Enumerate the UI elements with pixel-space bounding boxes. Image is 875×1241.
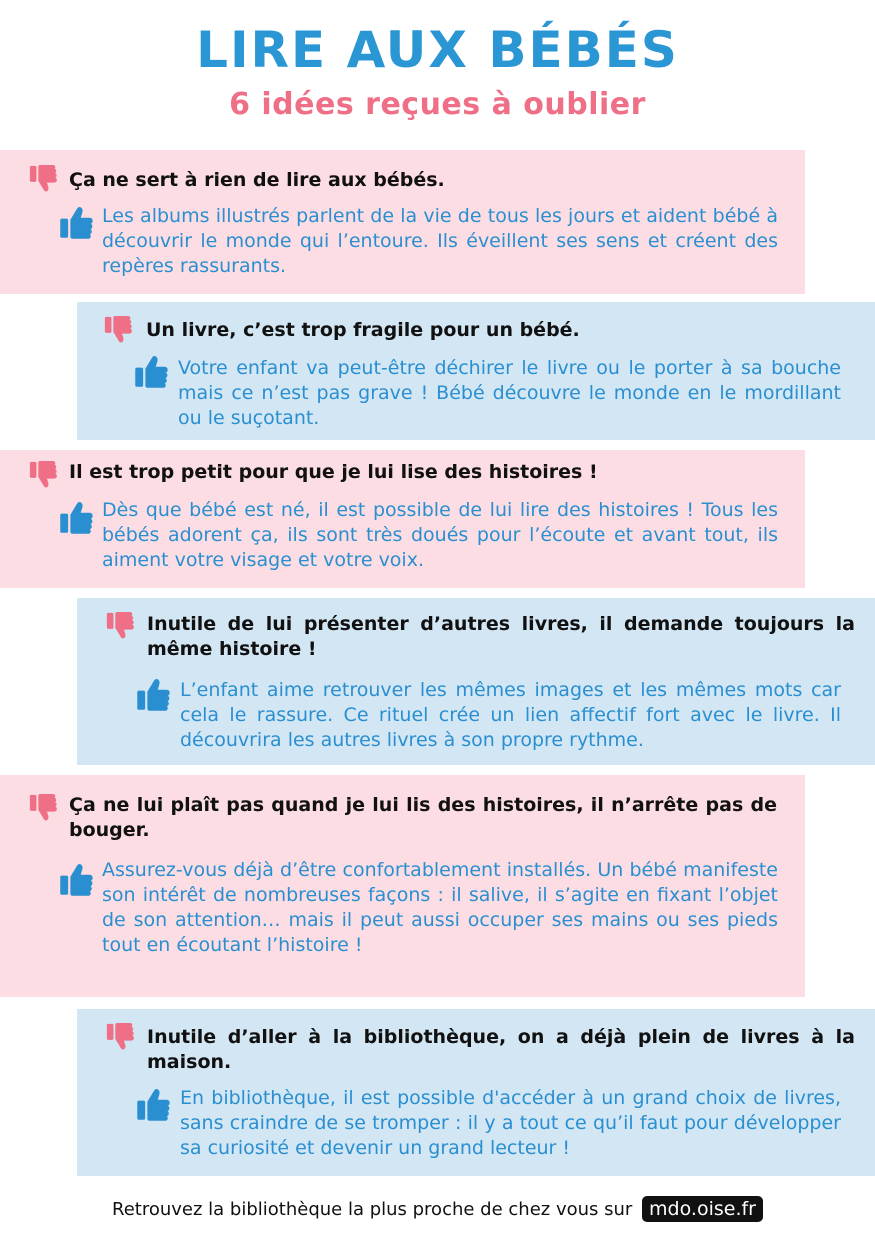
fact-text: L’enfant aime retrouver les mêmes images et les mêmes mots car cela le rassure. Ce rituel crée un lien affectif fort avec le livre. Il découvrira les autres livres à son propre rythme. xyxy=(180,679,841,751)
thumbs-up-icon xyxy=(133,353,169,389)
fact-text: En bibliothèque, il est possible d'accéder à un grand choix de livres, sans craindre de se tromper : il y a tout ce qu’il faut pour développer sa curiosité et devenir un grand lecteur ! xyxy=(180,1087,841,1159)
idea-card xyxy=(0,150,805,294)
myth-text: Ça ne sert à rien de lire aux bébés. xyxy=(69,169,445,191)
thumbs-up-icon xyxy=(58,861,94,897)
thumbs-down-icon xyxy=(28,460,58,490)
page-subtitle: 6 idées reçues à oublier xyxy=(229,87,646,122)
idea-card xyxy=(77,598,875,765)
thumbs-up-icon xyxy=(58,204,94,240)
idea-card xyxy=(0,450,805,588)
thumbs-down-icon xyxy=(105,611,135,641)
thumbs-down-icon xyxy=(28,793,58,823)
myth-text: Ça ne lui plaît pas quand je lui lis des histoires, il n’arrête pas de bouger. xyxy=(69,794,777,841)
myth-text: Inutile de lui présenter d’autres livres, il demande toujours la même histoire ! xyxy=(147,613,855,660)
myth-text: Inutile d’aller à la bibliothèque, on a déjà plein de livres à la maison. xyxy=(147,1026,855,1073)
thumbs-up-icon xyxy=(135,1086,171,1122)
idea-card xyxy=(77,1009,875,1176)
idea-card xyxy=(77,302,875,440)
thumbs-down-icon xyxy=(105,1022,135,1052)
thumbs-down-icon xyxy=(28,164,58,194)
myth-text: Un livre, c’est trop fragile pour un bébé. xyxy=(146,319,580,341)
fact-text: Votre enfant va peut-être déchirer le livre ou le porter à sa bouche mais ce n’est pas grave ! Bébé découvre le monde en le mordillant ou le suçotant. xyxy=(178,357,841,429)
page-title: LIRE AUX BÉBÉS xyxy=(196,21,679,79)
fact-text: Assurez-vous déjà d’être confortablement installés. Un bébé manifeste son intérêt de nombreuses façons : il salive, il s’agite en fixant l’objet de son attention… mais il peut aussi occuper ses mains ou ses pieds tout en écoutant l’histoire ! xyxy=(102,859,778,956)
fact-text: Les albums illustrés parlent de la vie de tous les jours et aident bébé à découvrir le monde qui l’entoure. Ils éveillent ses sens et créent des repères rassurants. xyxy=(102,205,778,277)
idea-card xyxy=(0,775,805,997)
footer-text: Retrouvez la bibliothèque la plus proche de chez vous sur xyxy=(112,1199,633,1220)
thumbs-down-icon xyxy=(103,315,133,345)
footer xyxy=(0,1196,875,1223)
thumbs-up-icon xyxy=(135,676,171,712)
myth-text: Il est trop petit pour que je lui lise des histoires ! xyxy=(69,461,598,483)
library-link[interactable]: mdo.oise.fr xyxy=(642,1196,763,1222)
fact-text: Dès que bébé est né, il est possible de lui lire des histoires ! Tous les bébés adorent ça, ils sont très doués pour l’écoute et avant tout, ils aiment votre visage et votre voix. xyxy=(102,499,778,571)
thumbs-up-icon xyxy=(58,499,94,535)
